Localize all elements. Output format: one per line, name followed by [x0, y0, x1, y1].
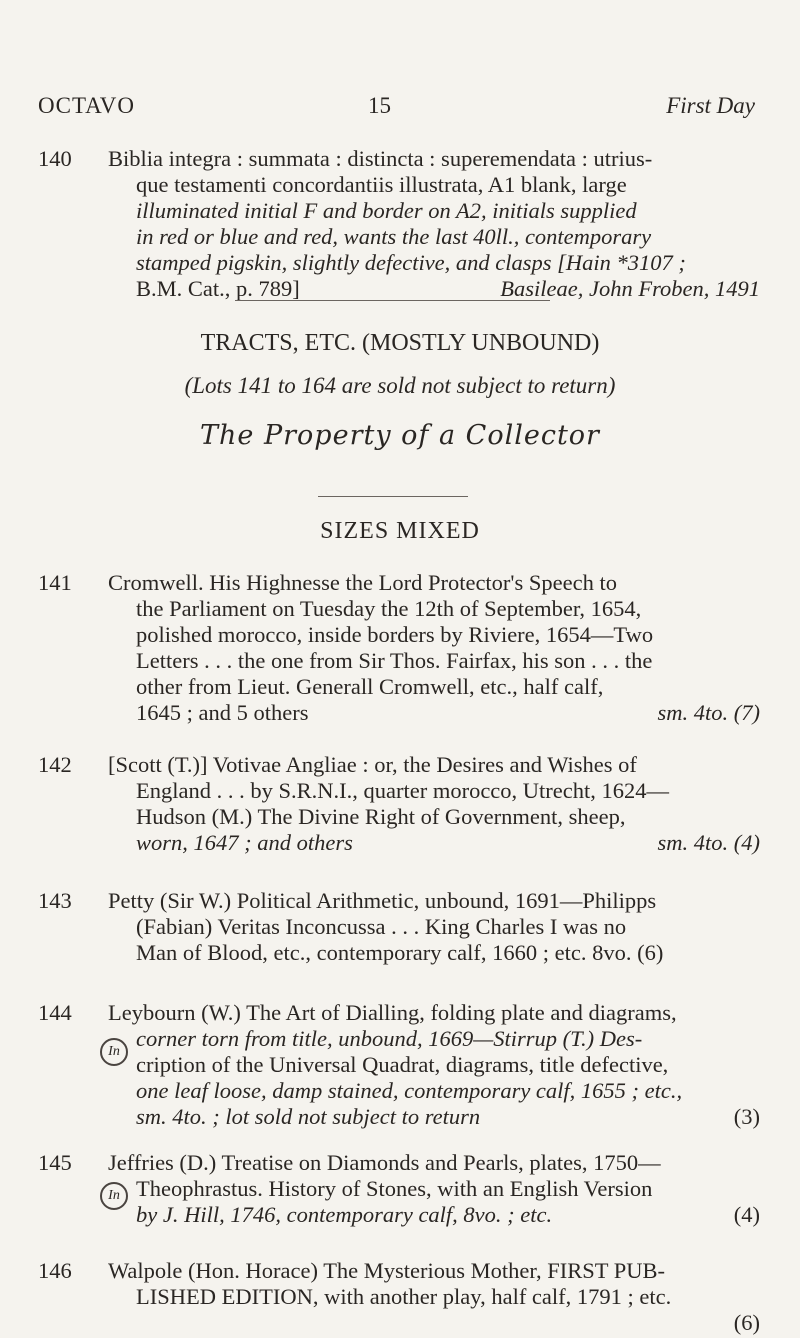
lot-line: illuminated initial F and border on A2, initials supplied — [136, 198, 637, 223]
lot-141 — [38, 570, 760, 726]
reference: B.M. Cat., p. 789] — [136, 276, 300, 301]
lot-description — [108, 146, 760, 302]
lot-line: stamped pigskin, slightly defective, and clasps [Hain *3107 ; — [136, 250, 686, 275]
lot-143 — [38, 888, 760, 966]
lot-line: England . . . by S.R.N.I., quarter morocco, Utrecht, 1624— — [136, 778, 670, 803]
lot-number: 141 — [38, 570, 72, 595]
lot-line: LISHED EDITION, with another play, half calf, 1791 ; etc. — [136, 1284, 672, 1309]
lot-line: [Scott (T.)] Votivae Angliae : or, the Desires and Wishes of — [108, 752, 637, 777]
lot-line: polished morocco, inside borders by Riviere, 1654—Two — [136, 622, 654, 647]
lot-number: 145 — [38, 1150, 72, 1175]
imprint: Basileae, John Froben, 1491 — [500, 276, 760, 301]
lot-size-count: sm. 4to. (4) — [657, 830, 760, 855]
lot-line: Theophrastus. History of Stones, with an English Version — [136, 1176, 653, 1201]
lot-extra: worn, 1647 ; and others — [136, 830, 353, 855]
lot-number: 144 — [38, 1000, 72, 1025]
lot-144 — [38, 1000, 760, 1130]
lot-line: Leybourn (W.) The Art of Dialling, folding plate and diagrams, — [108, 1000, 677, 1025]
lot-description — [108, 1258, 760, 1336]
lot-line: Petty (Sir W.) Political Arithmetic, unbound, 1691—Philipps — [108, 888, 657, 913]
lot-number: 143 — [38, 888, 72, 913]
lot-line: Walpole (Hon. Horace) The Mysterious Mother, FIRST PUB- — [108, 1258, 666, 1283]
lot-line-last — [108, 700, 760, 726]
lot-142 — [38, 752, 760, 856]
section-title: TRACTS, ETC. (MOSTLY UNBOUND) — [200, 330, 600, 356]
lot-extra: by J. Hill, 1746, contemporary calf, 8vo. ; etc. — [136, 1202, 553, 1227]
header-day: First Day — [666, 93, 755, 118]
lot-145 — [38, 1150, 760, 1228]
lot-number: 142 — [38, 752, 72, 777]
lot-line: Letters . . . the one from Sir Thos. Fairfax, his son . . . the — [136, 648, 653, 673]
lot-description — [108, 888, 760, 966]
page-number: 15 — [368, 93, 391, 118]
lot-count: (6) — [733, 1310, 760, 1335]
lot-description — [108, 1000, 760, 1130]
lot-count: (4) — [733, 1202, 760, 1227]
lot-line: corner torn from title, unbound, 1669—Stirrup (T.) Des- — [136, 1026, 643, 1051]
lot-number: 140 — [38, 146, 72, 171]
lot-line-last — [108, 1202, 760, 1228]
lot-description — [108, 570, 760, 726]
lot-line: (Fabian) Veritas Inconcussa . . . King Charles I was no — [136, 914, 627, 939]
lot-count: (3) — [733, 1104, 760, 1129]
divider — [318, 496, 468, 497]
lot-size-count: sm. 4to. (7) — [657, 700, 760, 725]
header-format: OCTAVO — [38, 93, 136, 118]
lot-extra: 1645 ; and 5 others — [136, 700, 309, 725]
sizes-heading: SIZES MIXED — [320, 518, 480, 544]
property-heading: The Property of a Collector — [200, 420, 600, 451]
lot-line: Biblia integra : summata : distincta : superemendata : utrius- — [108, 146, 653, 171]
lot-line: other from Lieut. Generall Cromwell, etc., half calf, — [136, 674, 604, 699]
lot-140 — [38, 146, 760, 302]
section-note: (Lots 141 to 164 are sold not subject to return) — [184, 373, 616, 398]
lot-number: 146 — [38, 1258, 72, 1283]
lot-extra: sm. 4to. ; lot sold not subject to return — [136, 1104, 481, 1129]
lot-line: Man of Blood, etc., contemporary calf, 1660 ; etc. 8vo. (6) — [136, 940, 664, 965]
lot-description — [108, 752, 760, 856]
lot-line: que testamenti concordantiis illustrata, A1 blank, large — [136, 172, 627, 197]
divider — [235, 300, 550, 301]
page-header — [38, 93, 755, 129]
lot-line: Hudson (M.) The Divine Right of Government, sheep, — [136, 804, 626, 829]
lot-description — [108, 1150, 760, 1228]
lot-line: cription of the Universal Quadrat, diagrams, title defective, — [136, 1052, 669, 1077]
lot-line: in red or blue and red, wants the last 40ll., contemporary — [136, 224, 652, 249]
lot-line: one leaf loose, damp stained, contemporary calf, 1655 ; etc., — [136, 1078, 683, 1103]
lot-line: Jeffries (D.) Treatise on Diamonds and Pearls, plates, 1750— — [108, 1150, 661, 1175]
annotation-circle: In — [100, 1038, 128, 1066]
lot-line: the Parliament on Tuesday the 12th of September, 1654, — [136, 596, 642, 621]
lot-146 — [38, 1258, 760, 1336]
lot-line: Cromwell. His Highnesse the Lord Protector's Speech to — [108, 570, 617, 595]
lot-line-last — [108, 1104, 760, 1130]
lot-line-last — [108, 830, 760, 856]
lot-line-last — [108, 276, 760, 302]
annotation-circle: In — [100, 1182, 128, 1210]
